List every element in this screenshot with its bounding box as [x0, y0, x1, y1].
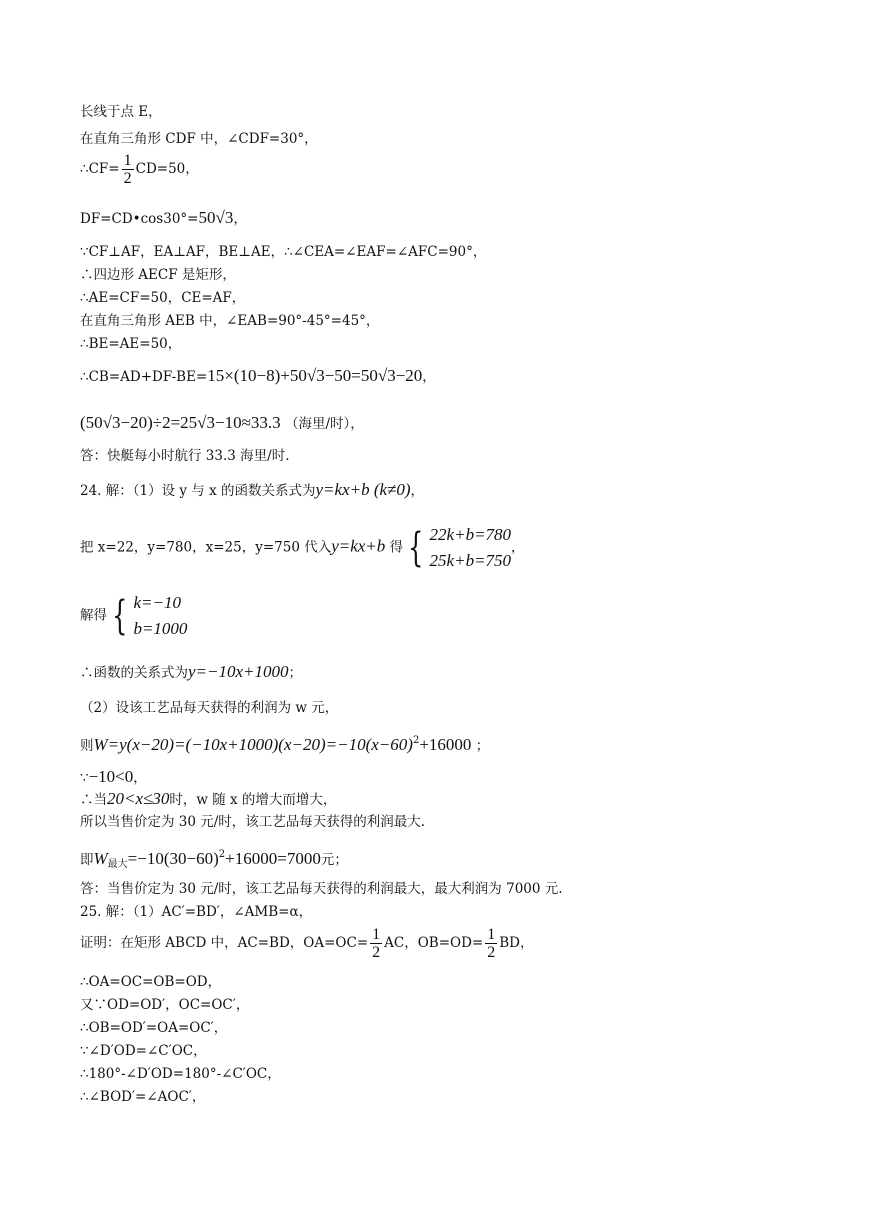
text-line: ∴CF= $\frac{1}{2}$ CD=50，	[80, 152, 199, 187]
text-line: ∴BE=AE=50，	[80, 336, 182, 352]
text-line: ∴四边形 AECF 是矩形，	[80, 267, 236, 283]
text-line: ∴函数的关系式为y=−10x+1000；	[80, 662, 303, 681]
text-line: 25. 解：（1）AC′=BD′，∠AMB=α，	[80, 904, 313, 920]
fraction: $\frac{1}{2}$	[123, 152, 132, 187]
text-line: 答：快艇每小时航行 33.3 海里/时.	[80, 448, 290, 464]
text-line: 又∵OD=OD′，OC=OC′，	[80, 997, 250, 1013]
text-line: ∴当20<x≤30时，w 随 x 的增大而增大，	[80, 789, 337, 808]
equation-system: { k=−10 b=1000	[112, 593, 188, 639]
text-line: 答：当售价定为 30 元/时，该工艺品每天获得的利润最大，最大利润为 7000 元.	[80, 881, 563, 897]
text-line: ∴CB=AD+DF-BE=15×(10−8)+50√3−50=50√3−20，	[80, 366, 436, 385]
text-line: 在直角三角形 CDF 中，∠CDF=30°，	[80, 131, 318, 147]
text-line: 长线于点 E，	[80, 104, 162, 120]
text-line: ∵−10<0，	[80, 767, 147, 786]
text-line: ∵∠D′OD=∠C′OC，	[80, 1043, 207, 1059]
text-line: ∴AE=CF=50，CE=AF，	[80, 290, 246, 306]
text-line: ∵CF⊥AF，EA⊥AF，BE⊥AE，∴∠CEA=∠EAF=∠AFC=90°，	[80, 244, 487, 260]
text-line: （2）设该工艺品每天获得的利润为 w 元，	[80, 700, 339, 716]
equation-system: { 22k+b=780 25k+b=750	[408, 525, 512, 571]
text-line: 在直角三角形 AEB 中，∠EAB=90°-45°=45°，	[80, 313, 380, 329]
text-line: DF=CD•cos30°=50√3，	[80, 208, 247, 227]
text-line: ∴OA=OC=OB=OD，	[80, 974, 222, 990]
text-line: 则$W=y(x-20)=(-10x+1000)(x-20)=-10(x-60)^2+16000$ ；	[80, 735, 490, 754]
text-line: 即$W_{最大}=-10(30-60)^2+16000=7000$元；	[80, 849, 348, 870]
text-line: 所以当售价定为 30 元/时，该工艺品每天获得的利润最大.	[80, 814, 426, 830]
text-line: ∴180°-∠D′OD=180°-∠C′OC，	[80, 1066, 281, 1082]
text-line: 24. 解：（1）设 y 与 x 的函数关系式为y=kx+b (k≠0)，	[80, 480, 425, 499]
text-line: 把 x=22，y=780，x=25，y=750 代入y=kx+b 得 { 22k+b=780 25k+b=750 ，	[80, 522, 525, 574]
fraction: $\frac{1}{2}$	[372, 926, 381, 961]
text-line: (50√3−20)÷2=25√3−10≈33.3 （海里/时），	[80, 413, 364, 432]
text-line: ∴OB=OD′=OA=OC′，	[80, 1020, 228, 1036]
text-line: 解得 { k=−10 b=1000	[80, 590, 187, 642]
fraction: $\frac{1}{2}$	[487, 926, 496, 961]
text-line: 证明：在矩形 ABCD 中，AC=BD，OA=OC= $\frac{1}{2}$ AC，OB=OD= $\frac{1}{2}$ BD，	[80, 926, 534, 961]
text-line: ∴∠BOD′=∠AOC′，	[80, 1089, 206, 1105]
